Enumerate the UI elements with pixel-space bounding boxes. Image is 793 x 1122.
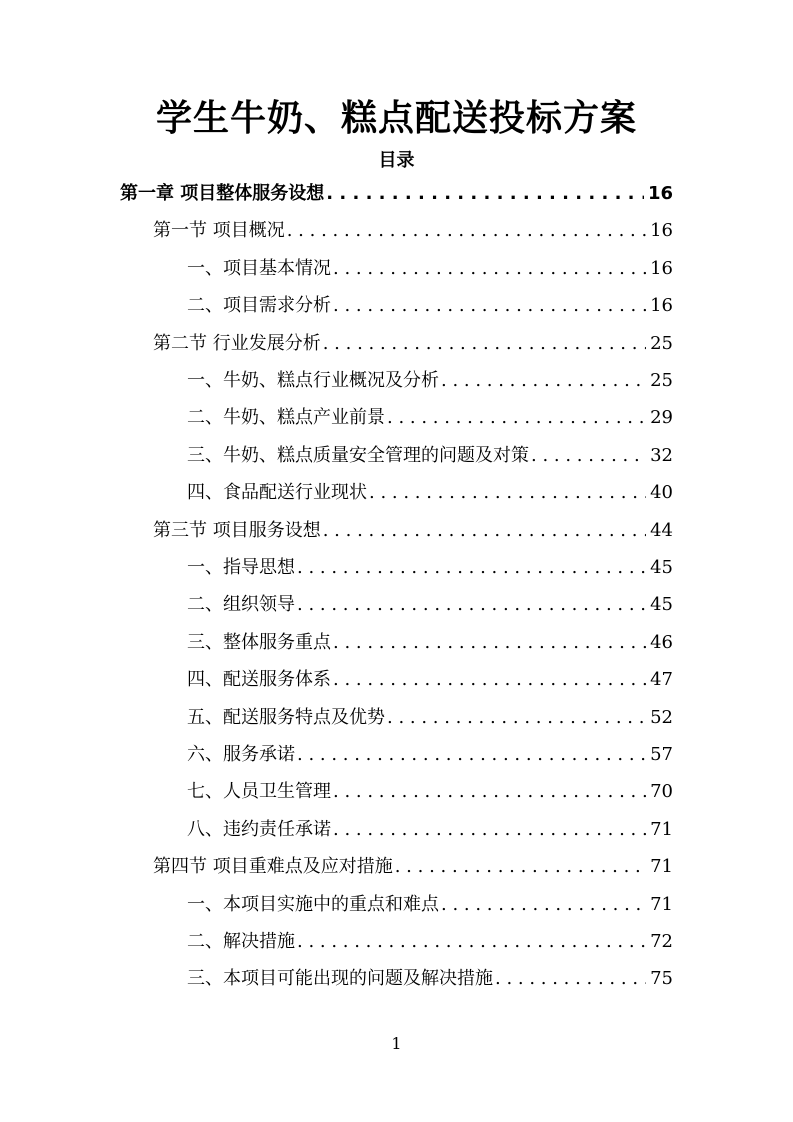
toc-entry-page: 71 (650, 819, 673, 840)
toc-entry-label: 第一章 项目整体服务设想 (120, 183, 325, 204)
toc-entry-label: 五、配送服务特点及优势 (187, 707, 385, 728)
toc-entry-label: 八、违约责任承诺 (187, 819, 331, 840)
document-title: 学生牛奶、糕点配送投标方案 (155, 98, 637, 139)
toc-subsection-entry[interactable] (187, 811, 673, 841)
toc-dot-leader (333, 258, 646, 280)
toc-dot-leader (441, 894, 646, 916)
toc-entry-label: 二、解决措施 (187, 931, 295, 952)
toc-entry-page: 25 (650, 333, 673, 354)
toc-entry-label: 第四节 项目重难点及应对措施 (153, 856, 393, 877)
toc-dot-leader (323, 333, 646, 355)
toc-entry-page: 46 (650, 632, 673, 653)
toc-subsection-entry[interactable] (187, 399, 673, 429)
toc-entry-page: 70 (650, 781, 673, 802)
toc-entry-page: 40 (650, 482, 673, 503)
toc-dot-leader (369, 482, 646, 504)
toc-subsection-entry[interactable] (187, 287, 673, 317)
toc-dot-leader (297, 744, 646, 766)
toc-entry-page: 16 (650, 220, 673, 241)
toc-entry-label: 第三节 项目服务设想 (153, 520, 321, 541)
toc-entry-page: 75 (650, 968, 673, 989)
toc-entry-label: 六、服务承诺 (187, 744, 295, 765)
toc-entry-page: 71 (650, 856, 673, 877)
toc-dot-leader (297, 931, 646, 953)
toc-section-entry[interactable] (153, 212, 673, 242)
toc-entry-page: 44 (650, 520, 673, 541)
toc-entry-page: 45 (650, 594, 673, 615)
toc-entry-page: 57 (650, 744, 673, 765)
toc-entry-page: 71 (650, 894, 673, 915)
toc-entry-page: 72 (650, 931, 673, 952)
toc-dot-leader (495, 968, 646, 990)
toc-subsection-entry[interactable] (187, 699, 673, 729)
toc-entry-label: 三、牛奶、糕点质量安全管理的问题及对策 (187, 445, 529, 466)
toc-entry-page: 52 (650, 707, 673, 728)
toc-section-entry[interactable] (153, 848, 673, 878)
toc-dot-leader (297, 557, 646, 579)
toc-entry-page: 29 (650, 407, 673, 428)
toc-entry-label: 一、项目基本情况 (187, 258, 331, 279)
toc-dot-leader (387, 707, 646, 729)
toc-entry-page: 16 (647, 183, 673, 204)
toc-subsection-entry[interactable] (187, 362, 673, 392)
toc-dot-leader (531, 445, 646, 467)
toc-subsection-entry[interactable] (187, 886, 673, 916)
page-number: 1 (391, 1034, 402, 1053)
toc-subsection-entry[interactable] (187, 923, 673, 953)
toc-dot-leader (333, 781, 646, 803)
toc-dot-leader (333, 669, 646, 691)
toc-dot-leader (287, 220, 646, 242)
toc-entry-label: 二、牛奶、糕点产业前景 (187, 407, 385, 428)
toc-subsection-entry[interactable] (187, 586, 673, 616)
toc-dot-leader (333, 632, 646, 654)
toc-subsection-entry[interactable] (187, 250, 673, 280)
toc-entry-label: 二、项目需求分析 (187, 295, 331, 316)
toc-entry-label: 三、本项目可能出现的问题及解决措施 (187, 968, 493, 989)
toc-entry-label: 三、整体服务重点 (187, 632, 331, 653)
toc-subsection-entry[interactable] (187, 736, 673, 766)
toc-dot-leader (387, 407, 646, 429)
toc-entry-label: 一、牛奶、糕点行业概况及分析 (187, 370, 439, 391)
toc-entry-label: 四、配送服务体系 (187, 669, 331, 690)
toc-dot-leader (333, 819, 646, 841)
toc-dot-leader (441, 370, 646, 392)
toc-subsection-entry[interactable] (187, 624, 673, 654)
toc-heading: 目录 (378, 150, 415, 171)
toc-entry-label: 二、组织领导 (187, 594, 295, 615)
toc-entry-label: 四、食品配送行业现状 (187, 482, 367, 503)
toc-entry-page: 25 (650, 370, 673, 391)
toc-entry-page: 16 (650, 258, 673, 279)
toc-chapter-entry[interactable] (120, 175, 673, 205)
toc-entry-label: 一、指导思想 (187, 557, 295, 578)
toc-dot-leader (333, 295, 646, 317)
toc-subsection-entry[interactable] (187, 773, 673, 803)
toc-subsection-entry[interactable] (187, 661, 673, 691)
toc-entry-label: 一、本项目实施中的重点和难点 (187, 894, 439, 915)
toc-dot-leader (395, 856, 646, 878)
toc-subsection-entry[interactable] (187, 437, 673, 467)
toc-subsection-entry[interactable] (187, 960, 673, 990)
toc-entry-label: 第一节 项目概况 (153, 220, 285, 241)
toc-subsection-entry[interactable] (187, 474, 673, 504)
toc-entry-label: 第二节 行业发展分析 (153, 333, 321, 354)
toc-dot-leader (326, 183, 644, 205)
toc-entry-page: 32 (650, 445, 673, 466)
toc-entry-page: 16 (650, 295, 673, 316)
toc-subsection-entry[interactable] (187, 549, 673, 579)
toc-dot-leader (323, 520, 646, 542)
toc-dot-leader (297, 594, 646, 616)
toc-entry-label: 七、人员卫生管理 (187, 781, 331, 802)
toc-section-entry[interactable] (153, 325, 673, 355)
toc-entry-page: 45 (650, 557, 673, 578)
toc-section-entry[interactable] (153, 512, 673, 542)
toc-entry-page: 47 (650, 669, 673, 690)
